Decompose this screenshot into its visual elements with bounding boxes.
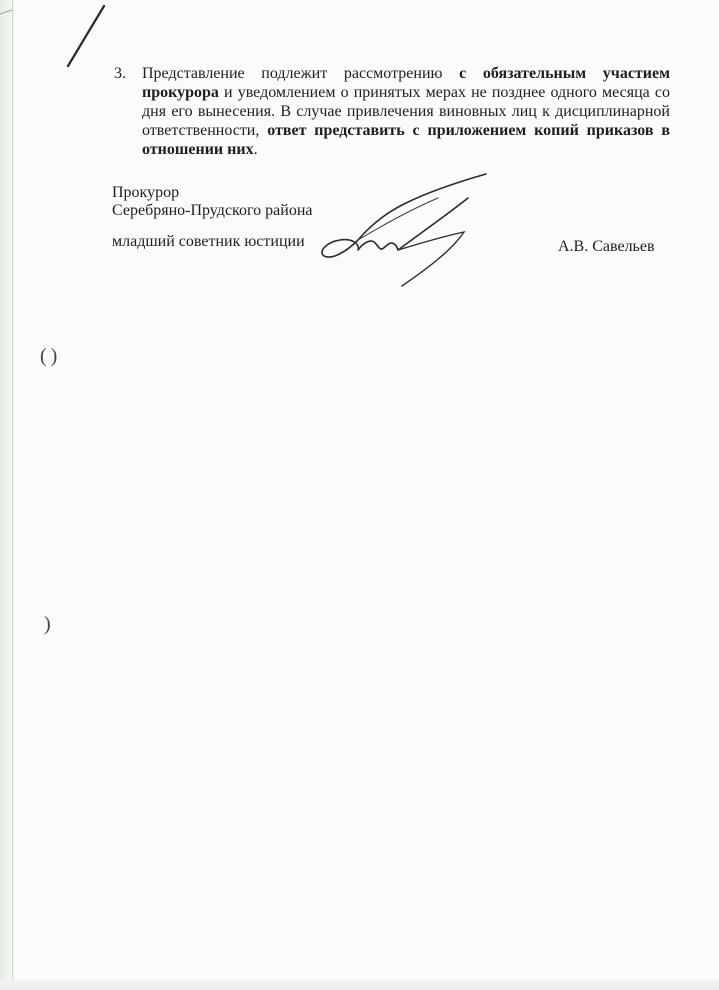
bold-text-segment: ответ представить с приложением копий приказов в отношении них (142, 122, 670, 158)
signatory-position-line1: Прокурор (112, 184, 180, 201)
scan-bottom-edge (0, 980, 719, 990)
text-segment: Представление подлежит рассмотрению (142, 65, 460, 82)
signatory-position-line2: Серебряно-Прудского района (112, 202, 313, 219)
punch-hole-mark-bottom: ) (44, 613, 51, 635)
signatory-name: А.В. Савельев (558, 238, 655, 255)
scan-edge-line (12, 0, 13, 990)
numbered-paragraph (114, 64, 670, 159)
text-segment: и уведомлением о принятых мерах не позднее одного месяца со дня его вынесения. В случае привлечения виновных лиц к дисциплинарной ответственности, (142, 84, 670, 139)
signatory-rank: младший советник юстиции (112, 233, 305, 250)
punch-hole-mark-top: ( ) (40, 345, 58, 367)
text-segment: . (253, 141, 258, 158)
paragraph-text (142, 64, 670, 159)
handwritten-signature (318, 168, 508, 293)
bold-text-segment: с обязательным участием прокурора (142, 65, 670, 101)
paragraph-number: 3. (114, 65, 126, 82)
